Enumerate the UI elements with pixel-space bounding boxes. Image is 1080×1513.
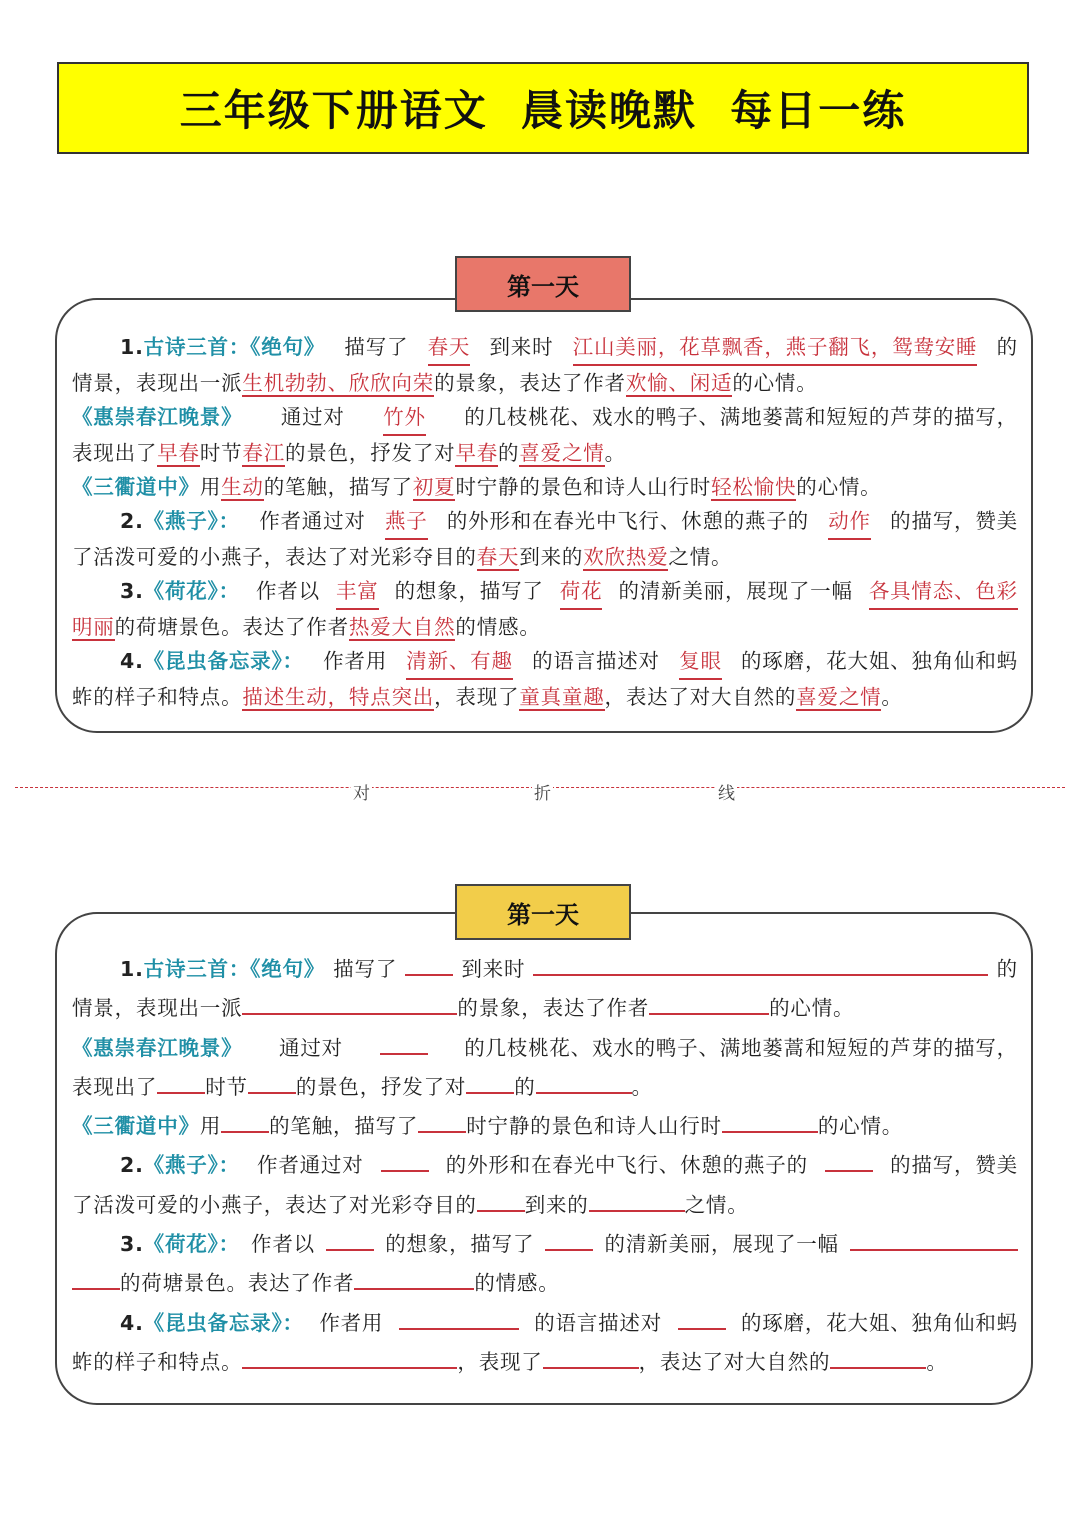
- fill-blank[interactable]: [418, 1111, 466, 1133]
- answer-fill: 初夏: [412, 475, 456, 499]
- day-label-practice: 第一天: [455, 884, 631, 940]
- answer-fill: 轻松愉快: [711, 475, 797, 499]
- practice-line-11: 蚱的样子和特点。 ，表现了 ，表达了对大自然的 。: [72, 1343, 1018, 1382]
- answer-fill: 丰富: [336, 574, 379, 610]
- practice-line-10: 4.《昆虫备忘录》： 作者用 的语言描述对 的琢磨，花大姐、独角仙和蚂: [72, 1304, 1018, 1343]
- answer-fill: 明丽: [72, 615, 115, 639]
- practice-line-2: 情景，表现出一派 的景象，表达了作者 的心情。: [72, 989, 1018, 1028]
- fold-line-char: 折: [532, 779, 553, 804]
- answer-fill: 欢愉、闲适: [625, 371, 733, 395]
- fill-blank[interactable]: [72, 1268, 120, 1290]
- fill-blank[interactable]: [533, 954, 988, 976]
- answer-line-9: 明丽的荷塘景色。表达了作者热爱大自然的情感。: [72, 615, 541, 639]
- fill-blank[interactable]: [825, 1150, 873, 1172]
- answer-line-2: 情景，表现出一派生机勃勃、欣欣向荣的景象，表达了作者欢愉、闲适的心情。: [72, 371, 818, 395]
- practice-line-8: 3.《荷花》： 作者以 的想象，描写了 的清新美丽，展现了一幅: [72, 1225, 1018, 1264]
- fill-blank[interactable]: [466, 1072, 514, 1094]
- fill-blank[interactable]: [830, 1347, 926, 1369]
- practice-line-1: 1.古诗三首：《绝句》 描写了 到来时 的: [72, 950, 1018, 989]
- practice-text: [72, 950, 1018, 1382]
- fill-blank[interactable]: [248, 1072, 296, 1094]
- answer-line-6: 2.《燕子》： 作者通过对 燕子 的外形和在春光中飞行、休憩的燕子的 动作 的描写，赞美: [72, 504, 1018, 540]
- page-title-banner: [57, 62, 1029, 154]
- answer-fill: 燕子: [385, 504, 428, 540]
- practice-line-9: 的荷塘景色。表达了作者 的情感。: [72, 1264, 1018, 1303]
- fill-blank[interactable]: [399, 1308, 519, 1330]
- fill-blank[interactable]: [381, 1150, 429, 1172]
- answer-line-10: 4.《昆虫备忘录》： 作者用 清新、有趣 的语言描述对 复眼 的琢磨，花大姐、独角仙和蚂: [72, 644, 1018, 680]
- page-title: 三年级下册语文 晨读晚默 每日一练: [179, 86, 907, 135]
- answer-line-5: 《三衢道中》用生动的笔触，描写了初夏时宁静的景色和诗人山行时轻松愉快的心情。: [72, 475, 882, 499]
- fill-blank[interactable]: [242, 993, 457, 1015]
- answer-fill: 早春: [455, 441, 499, 465]
- answer-fill: 童真童趣: [519, 685, 605, 709]
- answer-fill: 生机勃勃、欣欣向荣: [242, 371, 435, 395]
- practice-line-6: 2.《燕子》： 作者通过对 的外形和在春光中飞行、休憩的燕子的 的描写，赞美: [72, 1146, 1018, 1185]
- fill-blank[interactable]: [678, 1308, 726, 1330]
- fill-blank[interactable]: [545, 1229, 593, 1251]
- answer-fill: 春江: [242, 441, 286, 465]
- answer-fill: 春天: [476, 545, 520, 569]
- fill-blank[interactable]: [722, 1111, 818, 1133]
- fill-blank[interactable]: [477, 1190, 525, 1212]
- practice-line-7: 了活泼可爱的小燕子，表达了对光彩夺目的 到来的 之情。: [72, 1186, 1018, 1225]
- fill-blank[interactable]: [589, 1190, 685, 1212]
- fill-blank[interactable]: [649, 993, 769, 1015]
- practice-line-4: 表现出了 时节 的景色，抒发了对 的 。: [72, 1068, 1018, 1107]
- answer-line-1: 1.古诗三首：《绝句》 描写了 春天 到来时 江山美丽，花草飘香，燕子翻飞，鸳鸯安睡 的: [72, 330, 1018, 366]
- fold-line-char: 线: [716, 779, 737, 804]
- fill-blank[interactable]: [380, 1033, 428, 1055]
- answer-fill: 喜爱之情: [519, 441, 605, 465]
- answer-line-7: 了活泼可爱的小燕子，表达了对光彩夺目的春天到来的欢欣热爱之情。: [72, 545, 733, 569]
- answer-fill: 欢欣热爱: [583, 545, 669, 569]
- fill-blank[interactable]: [326, 1229, 374, 1251]
- fill-blank[interactable]: [242, 1347, 457, 1369]
- answer-fill: 复眼: [679, 644, 722, 680]
- answer-fill: 热爱大自然: [348, 615, 456, 639]
- answer-fill: 春天: [428, 330, 471, 366]
- fill-blank[interactable]: [536, 1072, 632, 1094]
- answer-fill: 喜爱之情: [796, 685, 882, 709]
- answer-line-3: 《惠崇春江晚景》 通过对 竹外 的几枝桃花、戏水的鸭子、满地蒌蒿和短短的芦芽的描写，: [72, 400, 1018, 436]
- fill-blank[interactable]: [157, 1072, 205, 1094]
- fill-blank[interactable]: [850, 1229, 1018, 1251]
- answer-line-4: 表现出了早春时节春江的景色，抒发了对早春的喜爱之情。: [72, 441, 626, 465]
- answer-fill: 早春: [157, 441, 200, 465]
- answer-fill: 江山美丽，花草飘香，燕子翻飞，鸳鸯安睡: [573, 330, 978, 366]
- answer-fill: 竹外: [383, 400, 426, 436]
- fill-blank[interactable]: [543, 1347, 639, 1369]
- fill-blank[interactable]: [221, 1111, 269, 1133]
- answer-fill: 生动: [221, 475, 264, 499]
- fold-line-char: 对: [351, 779, 372, 804]
- answer-fill: 荷花: [560, 574, 603, 610]
- fill-blank[interactable]: [354, 1268, 474, 1290]
- answer-text: [72, 330, 1018, 714]
- answer-line-8: 3.《荷花》： 作者以 丰富 的想象，描写了 荷花 的清新美丽，展现了一幅 各具情态、色彩: [72, 574, 1018, 610]
- answer-fill: 各具情态、色彩: [869, 574, 1018, 610]
- answer-fill: 清新、有趣: [406, 644, 513, 680]
- fill-blank[interactable]: [405, 954, 453, 976]
- practice-line-3: 《惠崇春江晚景》 通过对 的几枝桃花、戏水的鸭子、满地蒌蒿和短短的芦芽的描写，: [72, 1029, 1018, 1068]
- practice-line-5: 《三衢道中》用 的笔触，描写了 时宁静的景色和诗人山行时 的心情。: [72, 1107, 1018, 1146]
- day-label-answers: 第一天: [455, 256, 631, 312]
- answer-fill: 动作: [828, 504, 871, 540]
- answer-line-11: 蚱的样子和特点。描述生动，特点突出，表现了童真童趣，表达了对大自然的喜爱之情。: [72, 685, 903, 709]
- answer-fill: 描述生动，特点突出: [242, 685, 435, 709]
